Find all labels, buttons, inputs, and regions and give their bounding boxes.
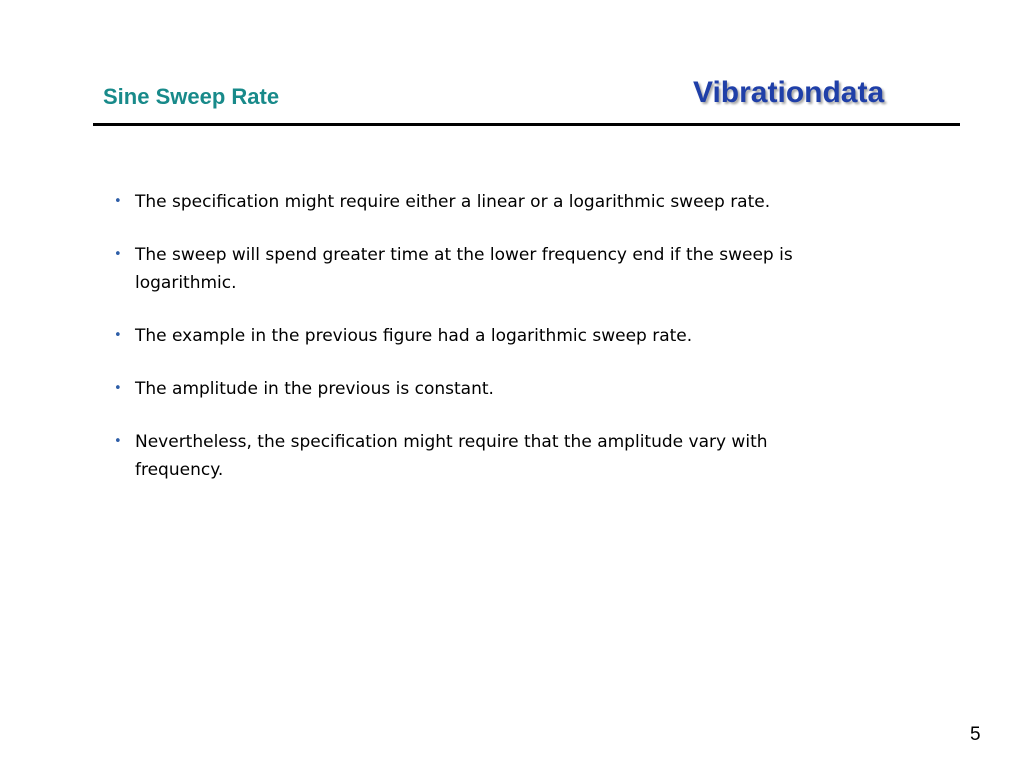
bullet-text: The specification might require either a linear or a logarithmic sweep rate. [135, 192, 771, 212]
bullet-icon: • [114, 434, 122, 449]
bullet-item [114, 188, 834, 216]
bullet-item [114, 241, 795, 297]
bullet-icon: • [114, 247, 122, 262]
bullet-list [114, 188, 834, 509]
bullet-text: The sweep will spend greater time at the lower frequency end if the sweep is logarithmic. [135, 245, 793, 293]
bullet-text: The example in the previous figure had a logarithmic sweep rate. [135, 326, 693, 346]
bullet-icon: • [114, 194, 122, 209]
slide-title: Sine Sweep Rate [103, 84, 280, 109]
bullet-text: Nevertheless, the specification might require that the amplitude vary with frequency. [135, 432, 768, 480]
brand-logo-text: Vibrationdata [693, 76, 885, 109]
title-divider [93, 123, 960, 126]
bullet-text: The amplitude in the previous is constant. [135, 379, 494, 399]
bullet-icon: • [114, 328, 122, 343]
bullet-icon: • [114, 381, 122, 396]
bullet-item [114, 322, 834, 350]
bullet-item [114, 375, 834, 403]
bullet-item [114, 428, 840, 484]
page-number: 5 [970, 724, 981, 745]
